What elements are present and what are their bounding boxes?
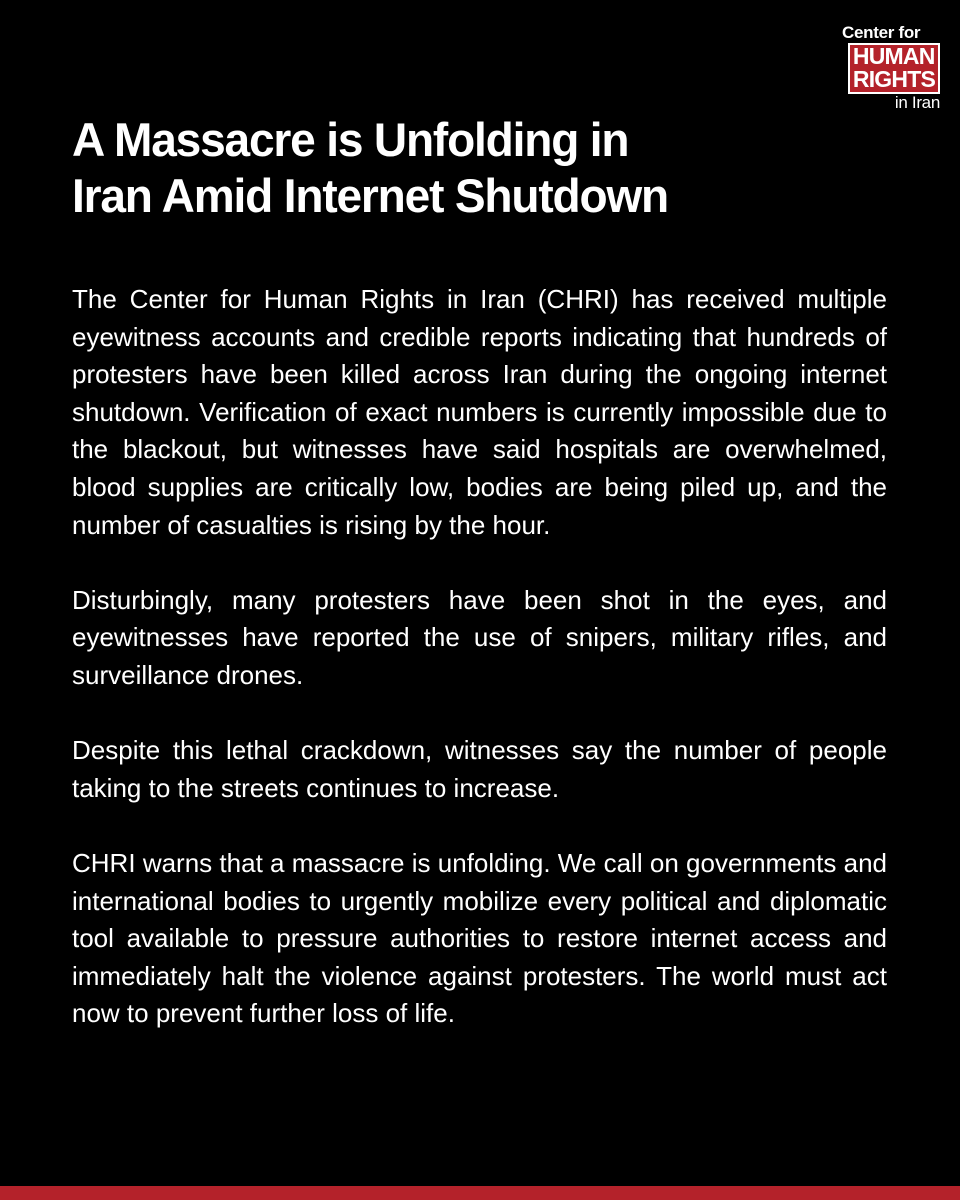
chri-logo (830, 24, 940, 112)
headline-line-2: Iran Amid Internet Shutdown (72, 169, 669, 222)
paragraph-4: CHRI warns that a massacre is unfolding. We call on governments and international bodies to urgently mobilize every political and diplomatic tool available to pressure authorities to restore internet access and immediately halt the violence against protesters. The world must act now to prevent further loss of life. (72, 847, 887, 1029)
paragraph-2: Disturbingly, many protesters have been shot in the eyes, and eyewitnesses have reported the use of snipers, military rifles, and surveillance drones. (72, 584, 887, 690)
logo-red-box (848, 43, 940, 94)
headline (72, 112, 797, 224)
paragraph-1: The Center for Human Rights in Iran (CHRI) has received multiple eyewitness accounts and credible reports indicating that hundreds of protesters have been killed across Iran during the ongoing internet shutdown. Verification of exact numbers is currently impossible due to the blackout, but witnesses have said hospitals are overwhelmed, blood supplies are critically low, bodies are being piled up, and the number of casualties is rising by the hour. (72, 284, 887, 540)
headline-line-1: A Massacre is Unfolding in (72, 113, 629, 166)
logo-line-in-iran: in Iran (894, 93, 940, 112)
paragraph-3: Despite this lethal crackdown, witnesses say the number of people taking to the streets continues to increase. (72, 735, 887, 803)
logo-line-center-for: Center for (842, 23, 921, 42)
footer-accent-bar (0, 1186, 960, 1200)
logo-line-human: HUMAN (852, 43, 935, 69)
logo-line-rights: RIGHTS (852, 66, 935, 92)
statement-body (72, 281, 887, 1070)
